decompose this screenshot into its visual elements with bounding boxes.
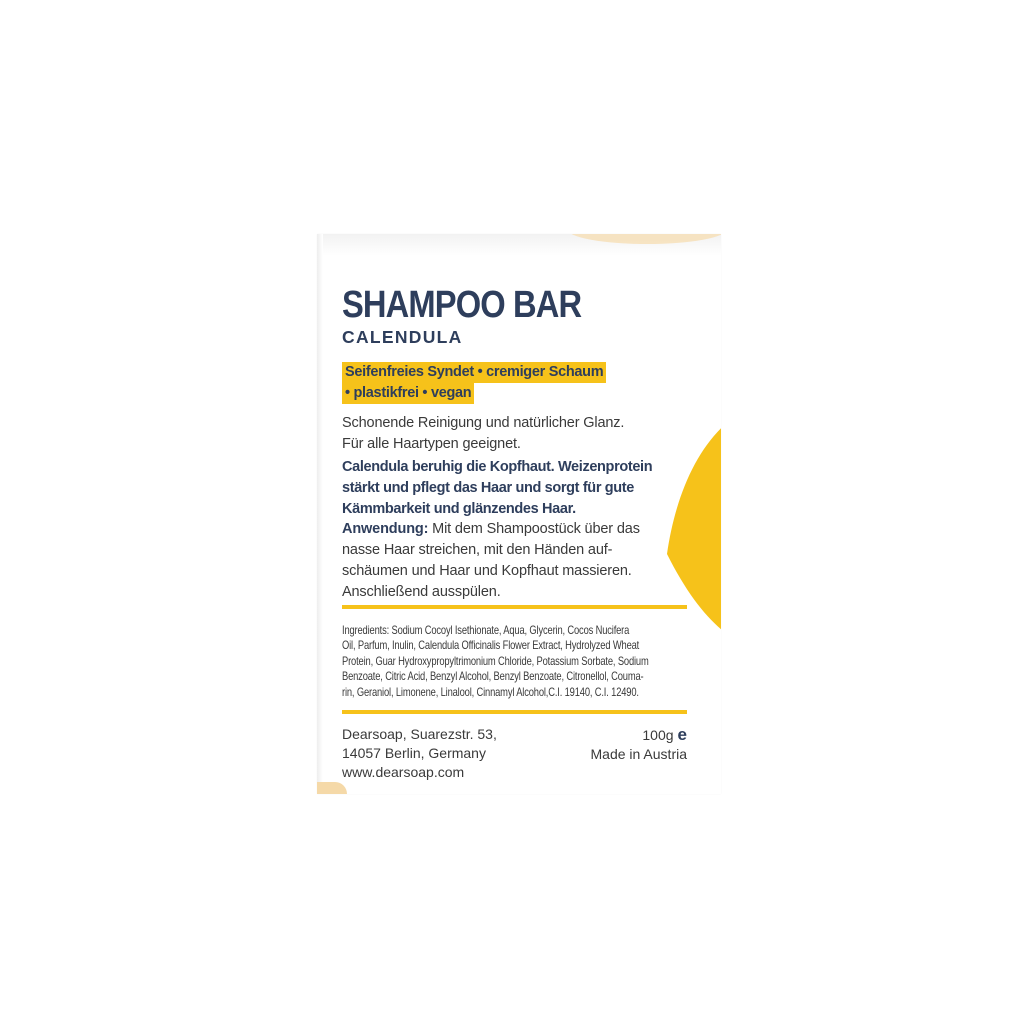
usage-instructions <box>342 519 640 603</box>
ingredients-line-5: rin, Geraniol, Limonene, Linalool, Cinnamyl Alcohol,C.I. 19140, C.I. 12490. <box>342 684 639 699</box>
website-link: www.dearsoap.com <box>342 764 465 780</box>
description <box>342 413 624 455</box>
product-title: SHAMPOO BAR <box>342 284 582 326</box>
feature-tag-line-1: Seifenfreies Syndet • cremiger Schaum <box>342 362 606 383</box>
usage-line-4: Anschließend ausspülen. <box>342 584 501 600</box>
benefits <box>342 457 652 520</box>
ingredients-line-4: Benzoate, Citric Acid, Benzyl Alcohol, Benzyl Benzoate, Citronellol, Couma- <box>342 669 644 684</box>
usage-line-1: Mit dem Shampoostück über das <box>428 521 640 537</box>
usage-line-3: schäumen und Haar und Kopfhaut massieren. <box>342 563 632 579</box>
product-variant: CALENDULA <box>342 327 463 347</box>
feature-tag-line-2: • plastikfrei • vegan <box>342 383 474 404</box>
yellow-leaf-shape <box>647 404 721 634</box>
address-line-1: Dearsoap, Suarezstr. 53, <box>342 726 497 742</box>
feature-tags <box>342 362 606 404</box>
soap-box-back <box>317 234 721 794</box>
benefits-line-1: Calendula beruhig die Kopfhaut. Weizenprotein <box>342 459 653 475</box>
country-of-origin: Made in Austria <box>590 746 687 762</box>
estimate-sign-icon: e <box>677 725 687 744</box>
weight-origin <box>591 725 688 764</box>
divider-top <box>342 605 687 609</box>
ingredients-line-1: Ingredients: Sodium Cocoyl Isethionate, Aqua, Glycerin, Cocos Nucifera <box>342 623 630 637</box>
ingredients-line-2: Oil, Parfum, Inulin, Calendula Officinalis Flower Extract, Hydrolyzed Wheat <box>342 638 640 653</box>
company-address <box>342 725 497 782</box>
usage-line-2: nasse Haar streichen, mit den Händen auf- <box>342 542 613 558</box>
ingredients-list <box>342 623 685 700</box>
usage-label: Anwendung: <box>342 521 429 537</box>
benefits-line-2: stärkt und pflegt das Haar und sorgt für gute <box>342 480 634 496</box>
net-weight: 100g <box>642 727 674 743</box>
description-line-2: Für alle Haartypen geeignet. <box>342 436 521 452</box>
description-line-1: Schonende Reinigung und natürlicher Glanz. <box>342 415 625 431</box>
benefits-line-3: Kämmbarkeit und glänzendes Haar. <box>342 501 576 517</box>
divider-bottom <box>342 710 687 714</box>
address-line-2: 14057 Berlin, Germany <box>342 745 486 761</box>
bottom-corner-color <box>317 782 347 794</box>
ingredients-line-3: Protein, Guar Hydroxypropyltrimonium Chloride, Potassium Sorbate, Sodium <box>342 653 649 668</box>
box-left-edge <box>317 234 323 794</box>
